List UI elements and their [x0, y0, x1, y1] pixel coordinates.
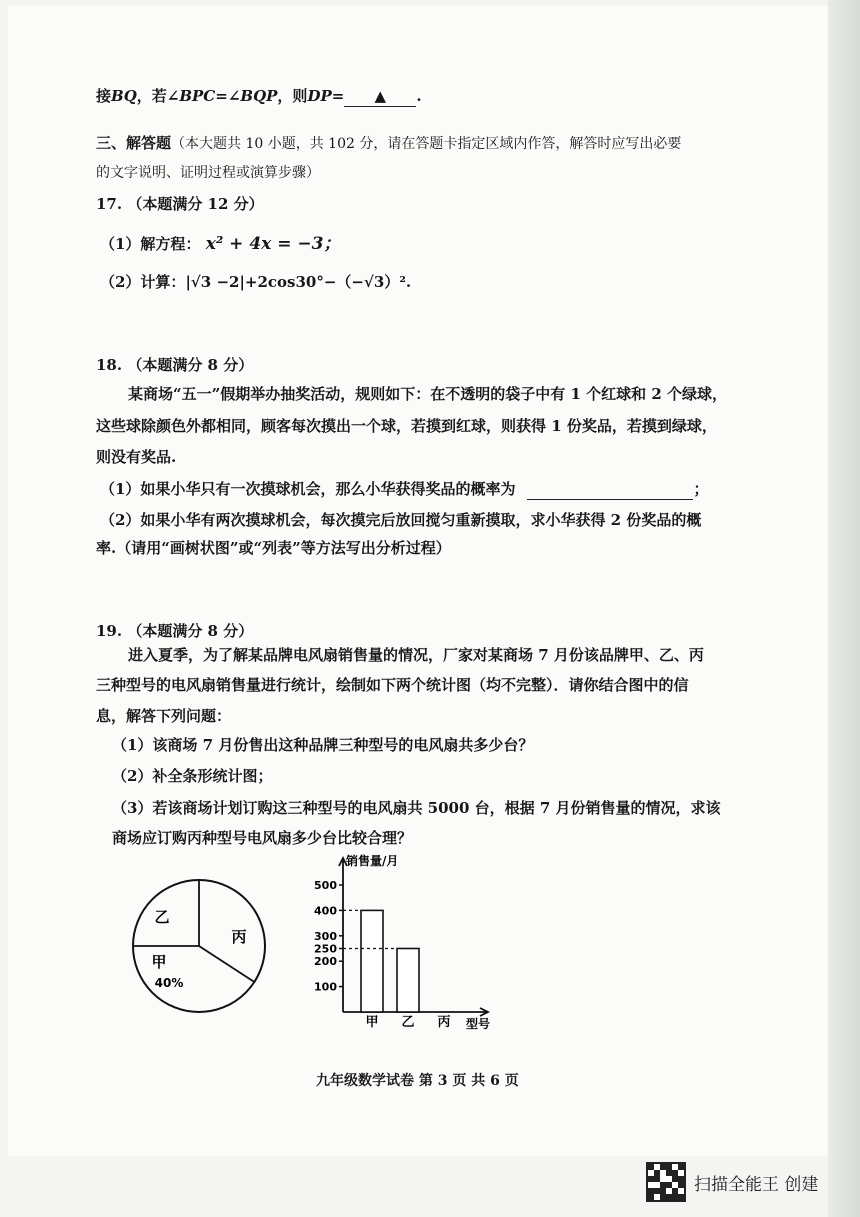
qr-code-icon	[646, 1162, 686, 1202]
text-fragment: ；	[693, 480, 709, 498]
q19-text: 进入夏季，为了解某品牌电风扇销售量的情况，厂家对某商场 7 月份该品牌甲、乙、丙	[128, 646, 704, 664]
pie-slice-label: 丙	[231, 928, 247, 946]
q19-heading: 19. （本题满分 8 分）	[96, 622, 254, 640]
section3-desc: （本大题共 10 小题，共 102 分，请在答题卡指定区域内作答，解答时应写出必要	[171, 136, 682, 152]
q19-part3: （3）若该商场计划订购这三种型号的电风扇共 5000 台，根据 7 月份销售量的情况，求该	[112, 799, 721, 817]
q19-part3-cont: 商场应订购丙种型号电风扇多少台比较合理？	[112, 829, 413, 847]
y-tick-label: 250	[314, 942, 337, 956]
text-fragment: =	[331, 87, 345, 105]
q17-part2	[100, 272, 411, 292]
y-tick-label: 300	[314, 929, 337, 943]
pie-chart	[130, 870, 280, 1020]
x-axis-label: 型号	[465, 1017, 491, 1030]
text-fragment: .	[416, 87, 422, 105]
math-var: BPC	[179, 87, 216, 105]
text-fragment: ，则	[277, 87, 308, 105]
y-axis-label: 销售量/月	[346, 854, 399, 868]
sqrt-term: √3	[364, 273, 385, 291]
scan-edge	[828, 0, 860, 1217]
q17-part2-label: （2）计算：	[100, 273, 186, 291]
math-var: BQ	[111, 87, 137, 105]
x-category-label: 甲	[365, 1015, 379, 1030]
x-category-label: 乙	[401, 1015, 415, 1030]
text-fragment: =∠	[215, 87, 241, 105]
y-tick-label: 500	[314, 879, 337, 892]
q18-text: 某商场“五一”假期举办抽奖活动，规则如下：在不透明的袋子中有 1 个红球和 2 个绿球，	[128, 385, 728, 403]
pie-slice-label: 乙	[154, 908, 170, 926]
q19-part2: （2）补全条形统计图；	[112, 767, 273, 785]
pie-slice-label: 甲	[151, 953, 167, 971]
q18-part1-text: （1）如果小华只有一次摸球机会，那么小华获得奖品的概率为	[100, 480, 516, 498]
math-fragment: ）².	[384, 273, 412, 291]
pie-percent-label: 40%	[154, 976, 184, 990]
section3-heading	[96, 133, 681, 154]
triangle-marker: ▲	[374, 87, 387, 105]
y-tick-label: 200	[314, 955, 337, 969]
math-var: BQP	[240, 87, 278, 105]
q18-heading: 18. （本题满分 8 分）	[96, 356, 254, 374]
math-fragment: |	[185, 273, 191, 291]
bar	[361, 910, 383, 1012]
text-fragment: 接	[96, 87, 112, 105]
continuation-line	[96, 86, 422, 107]
q18-part1	[100, 479, 708, 500]
q18-text: 这些球除颜色外都相同，顾客每次摸出一个球，若摸到红球，则获得 1 份奖品，若摸到绿球，	[96, 417, 717, 435]
y-tick-label: 400	[314, 904, 337, 918]
math-var: DP	[307, 87, 332, 105]
q19-part1: （1）该商场 7 月份售出这种品牌三种型号的电风扇共多少台？	[112, 736, 534, 754]
sqrt-term: √3	[190, 273, 212, 291]
q17-part1-label: （1）解方程：	[100, 235, 201, 253]
page-footer: 九年级数学试卷 第 3 页 共 6 页	[316, 1073, 519, 1089]
q17-equation: x² + 4x = −3；	[205, 234, 341, 254]
bar	[397, 949, 419, 1013]
bar-chart	[290, 840, 510, 1030]
answer-blank	[527, 479, 693, 500]
y-tick-label: 100	[314, 980, 337, 994]
q18-text: 则没有奖品.	[96, 448, 177, 466]
math-fragment: −2|+2cos30°−（−	[211, 273, 365, 291]
scanner-label: 扫描全能王 创建	[694, 1174, 819, 1195]
q18-part2: （2）如果小华有两次摸球机会，每次摸完后放回搅匀重新摸取，求小华获得 2 份奖品的概	[100, 511, 702, 529]
text-fragment: ，若∠	[136, 87, 180, 105]
q19-text: 息，解答下列问题：	[96, 707, 232, 725]
q18-part2-cont: 率.（请用“画树状图”或“列表”等方法写出分析过程）	[96, 539, 451, 557]
section3-desc-cont: 的文字说明、证明过程或演算步骤）	[96, 165, 320, 181]
pie-slice-boundary	[199, 946, 254, 982]
section3-title: 三、解答题	[96, 134, 172, 152]
q19-text: 三种型号的电风扇销售量进行统计，绘制如下两个统计图（均不完整）．请你结合图中的信	[96, 676, 689, 694]
answer-blank	[344, 86, 416, 107]
q17-part1	[100, 234, 340, 254]
scanner-watermark	[646, 1162, 818, 1202]
q17-heading: 17. （本题满分 12 分）	[96, 195, 264, 213]
x-category-label: 丙	[437, 1015, 451, 1030]
